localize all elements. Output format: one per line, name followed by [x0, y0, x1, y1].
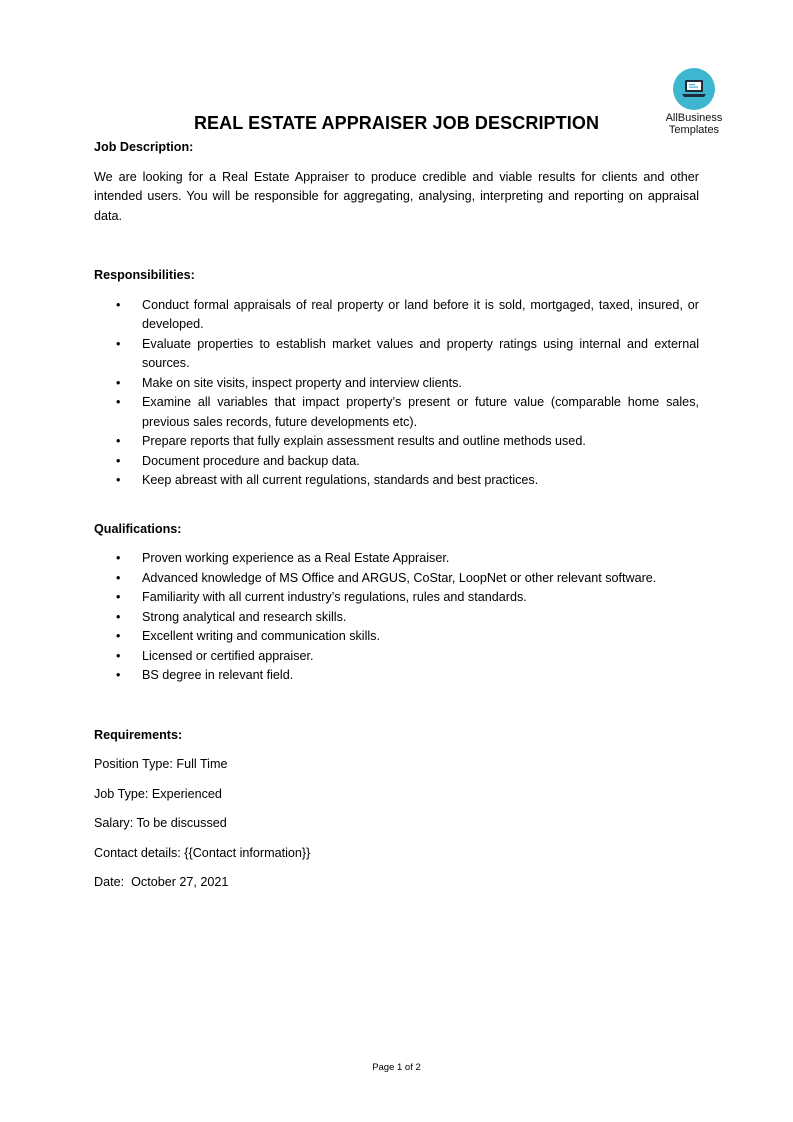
list-item: • BS degree in relevant field.: [116, 668, 294, 682]
list-item: • Familiarity with all current industry’s regulations, rules and standards.: [116, 590, 527, 604]
date: Date: October 27, 2021: [94, 875, 229, 889]
logo-text-line1: AllBusiness: [665, 112, 723, 124]
job-type: Job Type: Experienced: [94, 786, 222, 801]
list-item: • Advanced knowledge of MS Office and ARGUS, CoStar, LoopNet or other relevant software.: [116, 570, 657, 585]
list-item: • Document procedure and backup data.: [116, 453, 360, 468]
qualifications-heading: Qualifications:: [94, 521, 182, 536]
list-item: • Conduct formal appraisals of real property or land before it is sold, mortgaged, taxed, insured, or developed.: [116, 297, 699, 331]
salary: Salary: To be discussed: [94, 816, 227, 830]
laptop-icon: [673, 68, 715, 110]
contact-details: Contact details: {{Contact information}}: [94, 845, 311, 860]
responsibilities-heading: Responsibilities:: [94, 268, 195, 282]
list-item: • Proven working experience as a Real Estate Appraiser.: [116, 551, 450, 565]
document-body: [94, 138, 699, 893]
document-title: REAL ESTATE APPRAISER JOB DESCRIPTION: [193, 113, 600, 133]
list-item: • Excellent writing and communication skills.: [116, 629, 380, 643]
requirements-heading: Requirements:: [94, 727, 183, 742]
list-item: • Make on site visits, inspect property and interview clients.: [116, 375, 462, 390]
logo-text-line2: Templates: [668, 124, 720, 136]
list-item: • Evaluate properties to establish market values and property ratings using internal and external sources.: [116, 336, 699, 370]
list-item: • Keep abreast with all current regulations, standards and best practices.: [116, 473, 539, 487]
list-item: • Prepare reports that fully explain assessment results and outline methods used.: [116, 434, 586, 448]
job-description-heading: Job Description:: [94, 140, 194, 154]
responsibilities-list: [94, 296, 699, 491]
list-item: • Licensed or certified appraiser.: [116, 648, 314, 663]
position-type: Position Type: Full Time: [94, 757, 228, 771]
list-item: • Strong analytical and research skills.: [116, 609, 347, 624]
qualifications-list: [94, 549, 699, 686]
list-item: • Examine all variables that impact property’s present or future value (comparable home sales, previous sales records, future developments etc).: [116, 395, 699, 429]
job-description-text: We are looking for a Real Estate Appraiser to produce credible and viable results for clients and other intended users. You will be responsible for aggregating, analysing, interpreting and reporting on appraisal data.: [94, 169, 699, 223]
page-number: Page 1 of 2: [372, 1062, 421, 1073]
